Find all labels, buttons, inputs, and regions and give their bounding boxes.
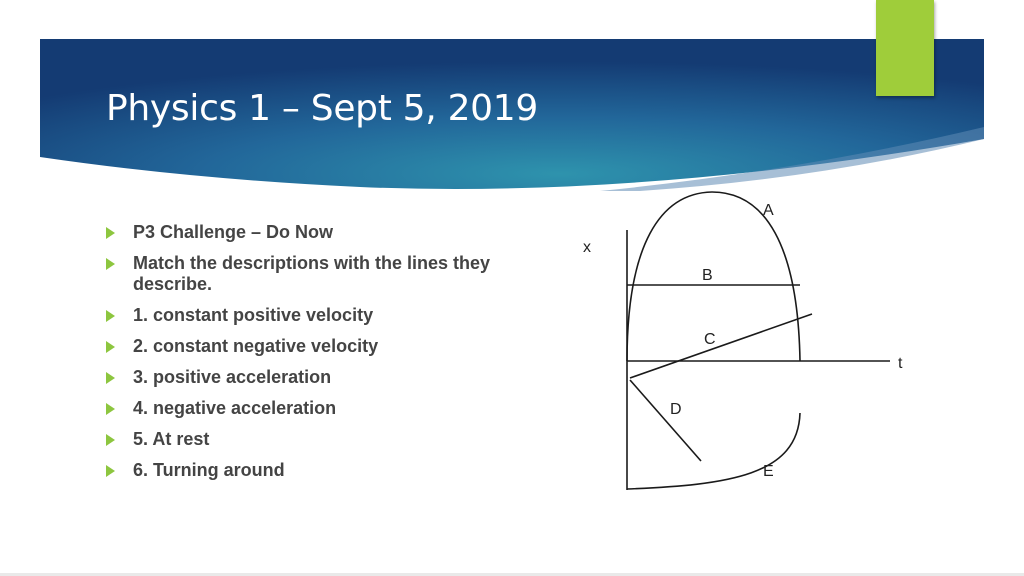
bullet-arrow-icon <box>106 403 115 415</box>
slide-title: Physics 1 – Sept 5, 2019 <box>106 88 538 129</box>
bullet-item: P3 Challenge – Do Now <box>106 222 536 243</box>
curve-label-d: D <box>670 401 682 418</box>
bullet-item: 1. constant positive velocity <box>106 305 536 326</box>
line-c <box>630 314 812 378</box>
curve-label-a: A <box>763 202 774 219</box>
curve-label-c: C <box>704 331 716 348</box>
line-d <box>630 380 701 461</box>
bullet-arrow-icon <box>106 434 115 446</box>
x-axis-label: t <box>898 355 903 372</box>
bullet-item: 3. positive acceleration <box>106 367 536 388</box>
bullet-arrow-icon <box>106 258 115 270</box>
position-time-diagram <box>560 185 920 505</box>
bullet-item: Match the descriptions with the lines they describe. <box>106 253 536 295</box>
bullet-arrow-icon <box>106 227 115 239</box>
bullet-item: 6. Turning around <box>106 460 536 481</box>
curve-label-b: B <box>702 267 713 284</box>
bullet-item: 5. At rest <box>106 429 536 450</box>
bullet-arrow-icon <box>106 465 115 477</box>
accent-tab <box>876 0 934 96</box>
bullet-item: 2. constant negative velocity <box>106 336 536 357</box>
curve-e <box>627 413 800 489</box>
bullet-arrow-icon <box>106 372 115 384</box>
curve-label-e: E <box>763 463 774 480</box>
bullet-arrow-icon <box>106 341 115 353</box>
bullet-item: 4. negative acceleration <box>106 398 536 419</box>
bullet-arrow-icon <box>106 310 115 322</box>
y-axis-label: x <box>583 239 591 256</box>
bullet-list <box>106 222 536 491</box>
